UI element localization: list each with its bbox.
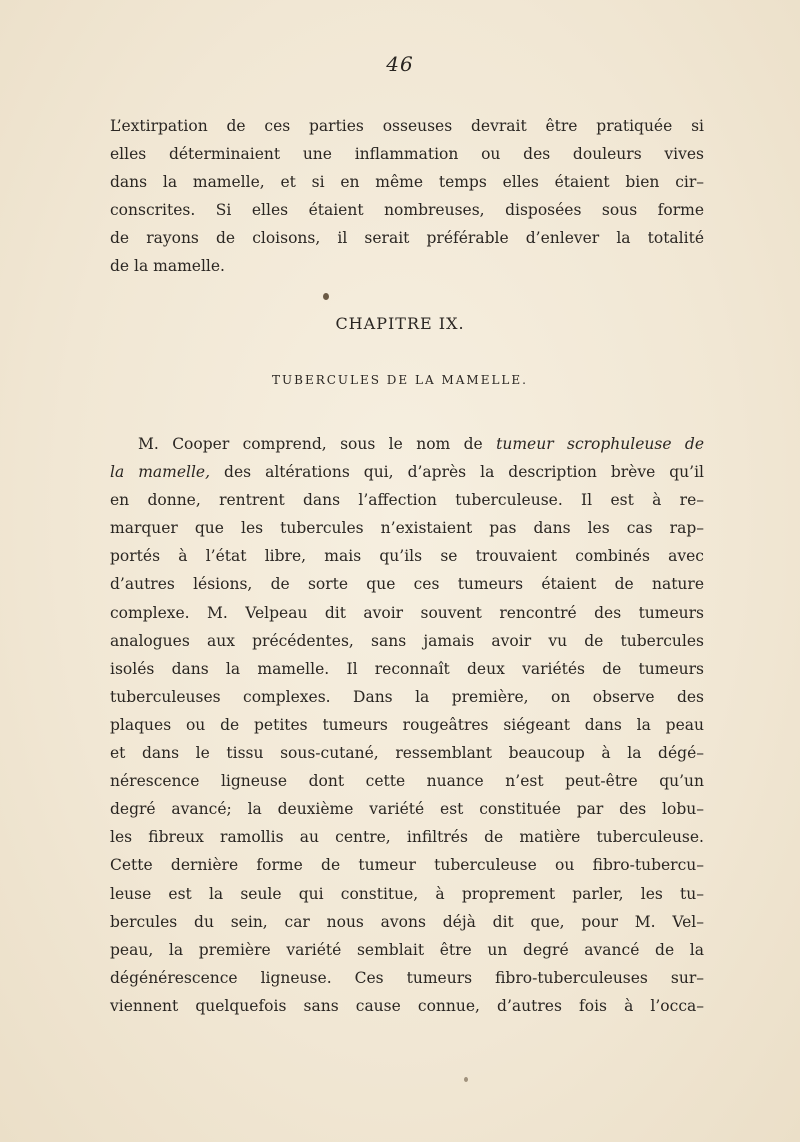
text-line: Cette dernière forme de tumeur tuberculeuse ou fibro-tubercu– <box>110 856 704 875</box>
text-line: elles déterminaient une inflammation ou des douleurs vives <box>110 145 704 164</box>
ink-spot <box>323 293 329 300</box>
text-line: en donne, rentrent dans l’affection tuberculeuse. Il est à re– <box>110 491 704 510</box>
text-line: dans la mamelle, et si en même temps elles étaient bien cir– <box>110 173 704 192</box>
italic-run: tumeur scrophuleuse de <box>496 435 704 453</box>
text-line: viennent quelquefois sans cause connue, d’autres fois à l’occa– <box>110 996 704 1015</box>
text-line: conscrites. Si elles étaient nombreuses, disposées sous forme <box>110 201 704 220</box>
ink-spot <box>464 1077 468 1082</box>
text-line: d’autres lésions, de sorte que ces tumeurs étaient de nature <box>110 575 704 594</box>
text-line: L’extirpation de ces parties osseuses devrait être pratiquée si <box>110 117 704 135</box>
text-line: leuse est la seule qui constitue, à proprement parler, les tu– <box>110 884 704 903</box>
text-line: analogues aux précédentes, sans jamais avoir vu de tubercules <box>110 631 704 650</box>
text-line: de la mamelle. <box>110 257 225 276</box>
chapter-title: CHAPITRE IX. <box>335 314 465 333</box>
text-line: et dans le tissu sous-cutané, ressemblant beaucoup à la dégé– <box>110 744 704 763</box>
paragraph-2 <box>110 430 704 1020</box>
text-line: plaques ou de petites tumeurs rougeâtres siégeant dans la peau <box>110 715 704 734</box>
text-line: marquer que les tubercules n’existaient pas dans les cas rap– <box>110 519 704 538</box>
text-run: des altérations qui, d’après la description brève qu’il <box>210 463 705 482</box>
text-line: dégénérescence ligneuse. Ces tumeurs fibro-tuberculeuses sur– <box>110 968 704 987</box>
text-line: degré avancé; la deuxième variété est constituée par des lobu– <box>110 800 704 819</box>
text-line: peau, la première variété semblait être un degré avancé de la <box>110 940 704 959</box>
text-line: complexe. M. Velpeau dit avoir souvent rencontré des tumeurs <box>110 603 704 622</box>
text-line: les fibreux ramollis au centre, infiltrés de matière tuberculeuse. <box>110 828 704 847</box>
paragraph-1 <box>110 112 704 281</box>
text-line: tuberculeuses complexes. Dans la première, on observe des <box>110 687 704 706</box>
text-line: isolés dans la mamelle. Il reconnaît deux variétés de tumeurs <box>110 659 704 678</box>
page-number: 46 <box>386 52 414 76</box>
text-line <box>110 458 704 486</box>
italic-run: la mamelle, <box>110 463 211 482</box>
section-title: TUBERCULES DE LA MAMELLE. <box>272 373 528 387</box>
text-line: bercules du sein, car nous avons déjà dit que, pour M. Vel– <box>110 912 704 931</box>
text-line: portés à l’état libre, mais qu’ils se trouvaient combinés avec <box>110 547 704 566</box>
text-run: M. Cooper comprend, sous le nom de <box>138 435 497 453</box>
text-line <box>110 430 704 458</box>
text-line: de rayons de cloisons, il serait préférable d’enlever la totalité <box>110 229 704 248</box>
text-line: nérescence ligneuse dont cette nuance n’est peut-être qu’un <box>110 772 704 791</box>
